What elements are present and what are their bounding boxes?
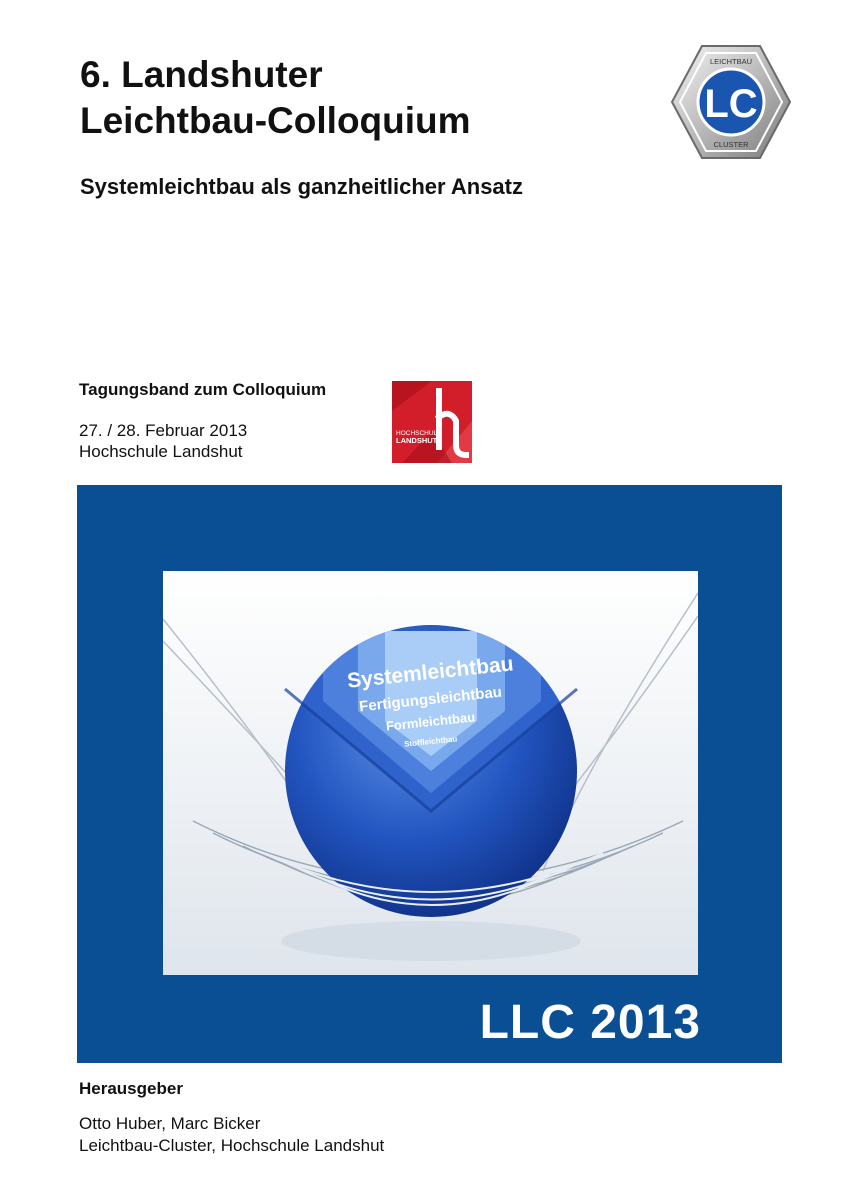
editors-affiliation: Leichtbau-Cluster, Hochschule Landshut [79,1136,385,1155]
sphere-label-2: Fertigungsleichtbau [358,683,503,716]
cover-image [163,571,698,975]
cover-panel [77,485,782,1063]
event-venue: Hochschule Landshut [79,442,243,461]
editors-names: Otto Huber, Marc Bicker [79,1114,261,1133]
lc-logo-top-text: LEICHTBAU [709,57,753,66]
event-date: 27. / 28. Februar 2013 [79,421,248,440]
sphere-label-4: Stoffleichtbau [403,734,458,749]
editors-heading: Herausgeber [79,1079,183,1098]
sphere-label-1: Systemleichtbau [346,652,515,693]
hs-logo-line1: HOCHSCHULE [396,430,442,437]
hs-logo-line2: LANDSHUT [396,436,438,445]
subtitle: Systemleichtbau als ganzheitlicher Ansatz [80,174,523,199]
sphere-label-3: Formleichtbau [385,709,476,734]
lc-logo-bottom-text: CLUSTER [713,140,749,149]
title-line-1: 6. Landshuter [80,54,323,95]
hochschule-landshut-logo [392,381,472,463]
title-line-2: Leichtbau-Colloquium [80,100,471,141]
lc-logo-letters: LC [704,82,758,126]
event-label: LLC 2013 [479,996,701,1049]
leichtbau-cluster-logo [670,44,792,160]
proceedings-label: Tagungsband zum Colloquium [79,380,327,399]
